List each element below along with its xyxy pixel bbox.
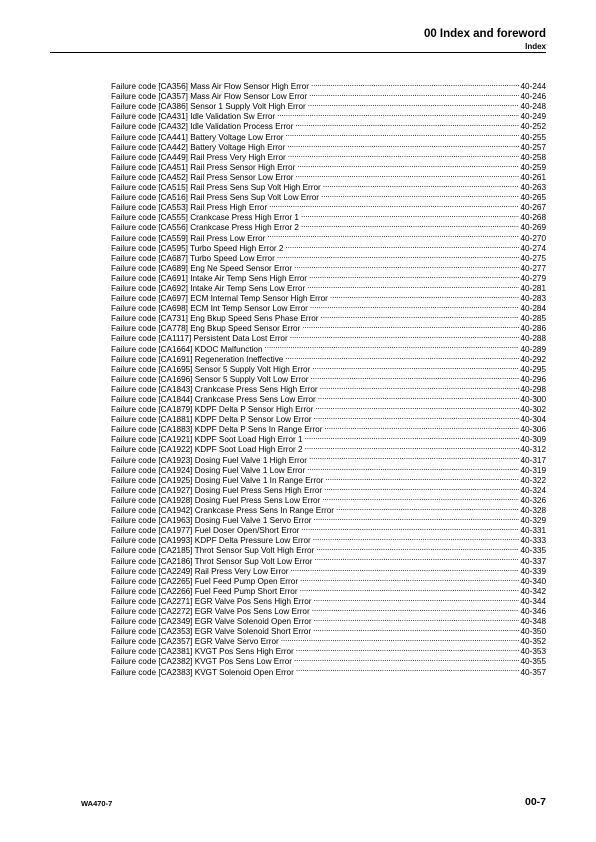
entry-page-ref: 40-275 (520, 253, 546, 263)
dot-leader (309, 452, 519, 462)
entry-page-ref: 40-267 (520, 203, 546, 213)
entry-label: Failure code [CA556] Crankcase Press High Error 2 (111, 223, 299, 233)
dot-leader (300, 584, 519, 594)
entry-label: Failure code [CA2265] Fuel Feed Pump Open Error (111, 576, 299, 586)
entry-page-ref: 40-312 (520, 445, 546, 455)
entry-label: Failure code [CA687] Turbo Speed Low Error (111, 253, 275, 263)
dot-leader (313, 624, 518, 634)
dot-leader (322, 493, 518, 503)
entry-label: Failure code [CA2272] EGR Valve Pos Sens Low Error (111, 606, 310, 616)
dot-leader (296, 644, 519, 654)
entry-label: Failure code [CA357] Mass Air Flow Sensor Low Error (111, 92, 308, 102)
dot-leader (286, 241, 519, 251)
dot-leader (309, 89, 518, 99)
entry-page-ref: 40-261 (520, 172, 546, 182)
entry-label: Failure code [CA2381] KVGT Pos Sens High Error (111, 647, 294, 657)
entry-page-ref: 40-342 (520, 586, 546, 596)
dot-leader (323, 180, 519, 190)
entry-label: Failure code [CA1923] Dosing Fuel Valve 1 High Error (111, 455, 307, 465)
entry-page-ref: 40-348 (520, 617, 546, 627)
entry-label: Failure code [CA692] Intake Air Temp Sens Low Error (111, 283, 306, 293)
entry-page-ref: 40-268 (520, 213, 546, 223)
entry-label: Failure code [CA2185] Throt Sensor Sup Volt High Error (111, 546, 315, 556)
dot-leader (311, 372, 519, 382)
entry-page-ref: 40-331 (520, 526, 546, 536)
footer-model-label: WA470-7 (81, 799, 113, 808)
dot-leader (311, 79, 519, 89)
entry-label: Failure code [CA559] Rail Press Low Error (111, 233, 266, 243)
entry-label: Failure code [CA1993] KDPF Delta Pressure Low Error (111, 536, 311, 546)
dot-leader (315, 402, 518, 412)
section-title: 00 Index and foreword (423, 28, 546, 40)
entry-page-ref: 40-248 (520, 102, 546, 112)
entry-page-ref: 40-269 (520, 223, 546, 233)
dot-leader (309, 271, 519, 281)
dot-leader (290, 564, 518, 574)
entry-label: Failure code [CA553] Rail Press High Error (111, 203, 268, 213)
entry-page-ref: 40-357 (520, 667, 546, 677)
entry-page-ref: 40-353 (520, 647, 546, 657)
entry-label: Failure code [CA386] Sensor 1 Supply Volt High Error (111, 102, 306, 112)
dot-leader (310, 301, 519, 311)
dot-leader (324, 422, 518, 432)
entry-label: Failure code [CA1924] Dosing Fuel Valve 1 Low Error (111, 465, 306, 475)
entry-label: Failure code [CA1881] KDPF Delta P Sensor Low Error (111, 415, 312, 425)
entry-label: Failure code [CA697] ECM Internal Temp Sensor High Error (111, 294, 328, 304)
entry-page-ref: 40-302 (520, 405, 546, 415)
entry-label: Failure code [CA1695] Sensor 5 Supply Volt High Error (111, 364, 311, 374)
dot-leader (301, 220, 519, 230)
entry-page-ref: 40-284 (520, 304, 546, 314)
dot-leader (314, 412, 519, 422)
entry-page-ref: 40-317 (520, 455, 546, 465)
entry-page-ref: 40-286 (520, 324, 546, 334)
dot-leader (305, 442, 519, 452)
entry-page-ref: 40-274 (520, 243, 546, 253)
entry-label: Failure code [CA442] Battery Voltage High Error (111, 142, 286, 152)
dot-leader (269, 200, 518, 210)
entry-page-ref: 40-319 (520, 465, 546, 475)
entry-page-ref: 40-244 (520, 82, 546, 92)
entry-page-ref: 40-296 (520, 374, 546, 384)
entry-label: Failure code [CA2383] KVGT Solenoid Open Error (111, 667, 294, 677)
footer-page-number: 00-7 (524, 796, 546, 808)
entry-page-ref: 40-292 (520, 354, 546, 364)
dot-leader (288, 150, 519, 160)
entry-label: Failure code [CA441] Battery Voltage Low Error (111, 132, 284, 142)
dot-leader (297, 160, 518, 170)
dot-leader (285, 352, 518, 362)
entry-label: Failure code [CA1843] Crankcase Press Sens High Error (111, 384, 318, 394)
dot-leader (314, 513, 519, 523)
dot-leader (314, 614, 519, 624)
entry-label: Failure code [CA1942] Crankcase Press Sens In Range Error (111, 506, 334, 516)
dot-leader (324, 483, 518, 493)
entry-label: Failure code [CA689] Eng Ne Speed Sensor Error (111, 263, 293, 273)
dot-leader (281, 634, 519, 644)
dot-leader (265, 341, 519, 351)
entry-label: Failure code [CA778] Eng Bkup Speed Sensor Error (111, 324, 301, 334)
entry-label: Failure code [CA356] Mass Air Flow Sensor High Error (111, 82, 309, 92)
entry-label: Failure code [CA1928] Dosing Fuel Press Sens Low Error (111, 495, 321, 505)
entry-page-ref: 40-355 (520, 657, 546, 667)
dot-leader (290, 331, 519, 341)
dot-leader (318, 392, 519, 402)
entry-page-ref: 40-324 (520, 485, 546, 495)
dot-leader (312, 604, 519, 614)
entry-page-ref: 40-289 (520, 344, 546, 354)
entry-page-ref: 40-352 (520, 637, 546, 647)
entry-label: Failure code [CA516] Rail Press Sens Sup Volt Low Error (111, 193, 319, 203)
dot-leader (321, 190, 519, 200)
section-subtitle: Index (525, 42, 546, 51)
dot-leader (312, 362, 518, 372)
entry-label: Failure code [CA431] Idle Validation Sw Error (111, 112, 276, 122)
entry-page-ref: 40-340 (520, 576, 546, 586)
header-divider (50, 52, 546, 53)
dot-leader (321, 311, 519, 321)
dot-leader (305, 432, 519, 442)
dot-leader (295, 170, 518, 180)
entry-page-ref: 40-300 (520, 395, 546, 404)
dot-leader (295, 119, 518, 129)
dot-leader (294, 261, 518, 271)
entry-page-ref: 40-252 (520, 122, 546, 132)
entry-page-ref: 40-265 (520, 193, 546, 203)
dot-leader (277, 251, 519, 261)
entry-page-ref: 40-258 (520, 152, 546, 162)
entry-label: Failure code [CA698] ECM Int Temp Sensor Low Error (111, 304, 308, 314)
entry-page-ref: 40-277 (520, 263, 546, 273)
dot-leader (320, 382, 519, 392)
entry-page-ref: 40-263 (520, 183, 546, 193)
entry-label: Failure code [CA1879] KDPF Delta P Sensor High Error (111, 405, 314, 415)
entry-page-ref: 40-259 (520, 162, 546, 172)
entry-page-ref: 40-285 (520, 314, 546, 324)
entry-label: Failure code [CA1925] Dosing Fuel Valve 1 In Range Error (111, 475, 324, 485)
entry-label: Failure code [CA1921] KDPF Soot Load High Error 1 (111, 435, 303, 445)
dot-leader (313, 533, 519, 543)
entry-page-ref: 40-346 (520, 606, 546, 616)
entry-page-ref: 40-279 (520, 273, 546, 283)
dot-leader (277, 109, 518, 119)
entry-page-ref: 40-304 (520, 415, 546, 425)
dot-leader (287, 140, 518, 150)
entry-page-ref: 40-309 (520, 435, 546, 445)
entry-page-ref: 40-333 (520, 536, 546, 546)
entry-page-ref: 40-328 (520, 506, 546, 516)
entry-page-ref: 40-306 (520, 425, 546, 435)
index-entry (111, 79, 546, 92)
entry-label: Failure code [CA2271] EGR Valve Pos Sens High Error (111, 596, 312, 606)
entry-label: Failure code [CA1696] Sensor 5 Supply Volt Low Error (111, 374, 309, 384)
entry-label: Failure code [CA2357] EGR Valve Servo Error (111, 637, 279, 647)
dot-leader (301, 210, 519, 220)
entry-label: Failure code [CA2186] Throt Sensor Sup Volt Low Error (111, 556, 313, 566)
dot-leader (325, 473, 518, 483)
entry-page-ref: 40-339 (520, 566, 546, 576)
dot-leader (314, 553, 518, 563)
dot-leader (330, 291, 519, 301)
dot-leader (296, 664, 519, 674)
entry-label: Failure code [CA1927] Dosing Fuel Press Sens High Error (111, 485, 323, 495)
entry-page-ref: 40-281 (520, 283, 546, 293)
entry-label: Failure code [CA432] Idle Validation Process Error (111, 122, 294, 132)
entry-page-ref: 40-249 (520, 112, 546, 122)
entry-label: Failure code [CA2266] Fuel Feed Pump Short Error (111, 586, 298, 596)
entry-label: Failure code [CA2349] EGR Valve Solenoid Open Error (111, 617, 312, 627)
entry-page-ref: 40-335 (520, 546, 546, 556)
entry-label: Failure code [CA2382] KVGT Pos Sens Low Error (111, 657, 292, 667)
entry-label: Failure code [CA1883] KDPF Delta P Sens In Range Error (111, 425, 323, 435)
dot-leader (314, 594, 519, 604)
entry-label: Failure code [CA595] Turbo Speed High Error 2 (111, 243, 284, 253)
dot-leader (316, 543, 518, 553)
entry-label: Failure code [CA1117] Persistent Data Lost Error (111, 334, 288, 344)
dot-leader (307, 281, 518, 291)
entry-page-ref: 40-322 (520, 475, 546, 485)
entry-page-ref: 40-326 (520, 495, 546, 505)
entry-page-ref: 40-270 (520, 233, 546, 243)
entry-page-ref: 40-295 (520, 364, 546, 374)
entry-label: Failure code [CA1691] Regeneration Ineffective (111, 354, 284, 364)
entry-page-ref: 40-344 (520, 596, 546, 606)
dot-leader (308, 99, 519, 109)
entry-label: Failure code [CA452] Rail Press Sensor Low Error (111, 172, 294, 182)
entry-label: Failure code [CA731] Eng Bkup Speed Sens Phase Error (111, 314, 319, 324)
dot-leader (267, 230, 518, 240)
entry-page-ref: 40-298 (520, 384, 546, 394)
entry-page-ref: 40-246 (520, 92, 546, 102)
dot-leader (301, 523, 518, 533)
entry-page-ref: 40-257 (520, 142, 546, 152)
dot-leader (294, 654, 519, 664)
page-header (424, 27, 546, 52)
entry-label: Failure code [CA1922] KDPF Soot Load High Error 2 (111, 445, 303, 455)
entry-page-ref: 40-283 (520, 294, 546, 304)
entry-label: Failure code [CA449] Rail Press Very High Error (111, 152, 286, 162)
entry-label: Failure code [CA2249] Rail Press Very Low Error (111, 566, 289, 576)
index-list (111, 79, 546, 675)
entry-page-ref: 40-329 (520, 516, 546, 526)
dot-leader (307, 463, 518, 473)
entry-label: Failure code [CA1963] Dosing Fuel Valve 1 Servo Error (111, 516, 312, 526)
entry-label: Failure code [CA451] Rail Press Sensor High Error (111, 162, 296, 172)
entry-label: Failure code [CA691] Intake Air Temp Sens High Error (111, 273, 307, 283)
entry-page-ref: 40-337 (520, 556, 546, 566)
entry-label: Failure code [CA2353] EGR Valve Solenoid Short Error (111, 627, 312, 637)
entry-page-ref: 40-288 (520, 334, 546, 344)
dot-leader (336, 503, 519, 513)
entry-label: Failure code [CA515] Rail Press Sens Sup Volt High Error (111, 183, 321, 193)
entry-label: Failure code [CA1664] KDOC Malfunction (111, 344, 263, 354)
entry-page-ref: 40-350 (520, 627, 546, 637)
entry-label: Failure code [CA1977] Fuel Doser Open/Short Error (111, 526, 300, 536)
entry-label: Failure code [CA555] Crankcase Press High Error 1 (111, 213, 299, 223)
entry-page-ref: 40-255 (520, 132, 546, 142)
entry-label: Failure code [CA1844] Crankcase Press Sens Low Error (111, 395, 316, 404)
dot-leader (300, 574, 518, 584)
dot-leader (302, 321, 518, 331)
dot-leader (285, 129, 518, 139)
